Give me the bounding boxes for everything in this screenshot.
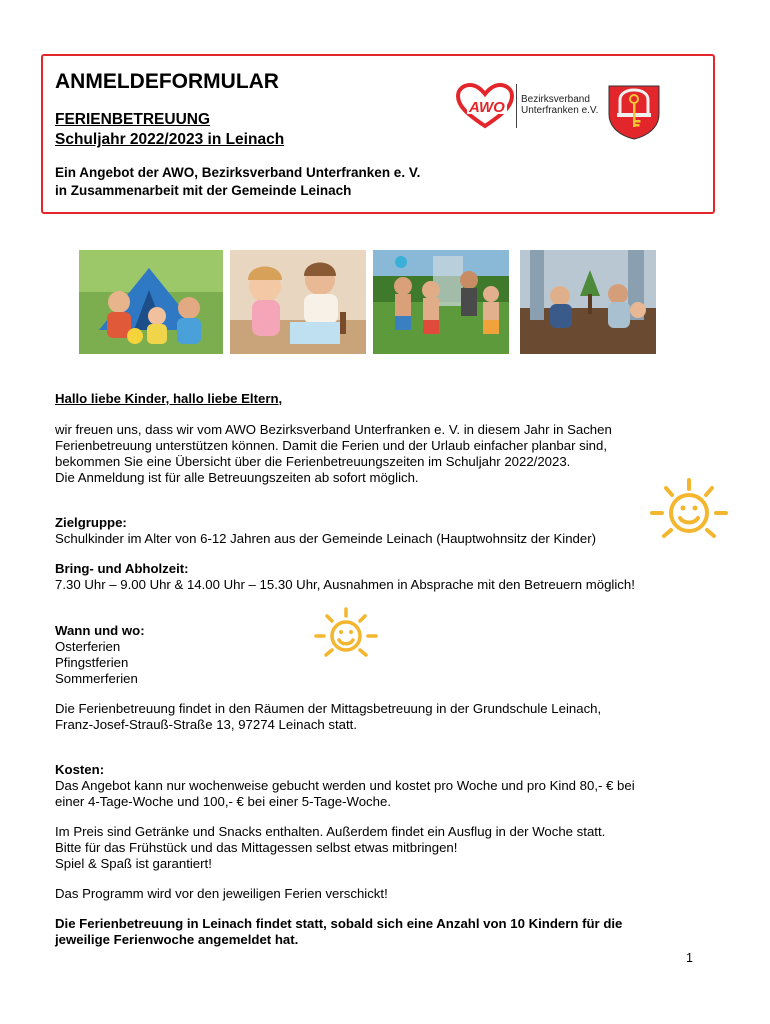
costs-heading: Kosten: bbox=[55, 762, 105, 777]
holiday-item: Pfingstferien bbox=[55, 655, 129, 670]
holiday-item: Sommerferien bbox=[55, 671, 138, 686]
intro-line-1: Ein Angebot der AWO, Bezirksverband Unterfranken e. V. bbox=[55, 165, 421, 180]
leinach-crest-icon bbox=[607, 84, 661, 140]
logo-text-unterfranken: Unterfranken e.V. bbox=[521, 105, 599, 116]
logo-text-bezirksverband: Bezirksverband bbox=[521, 94, 590, 105]
svg-text:AWO: AWO bbox=[469, 99, 505, 116]
subtitle-schuljahr: Schuljahr 2022/2023 in Leinach bbox=[55, 131, 285, 148]
intro-paragraph-line: Die Anmeldung ist für alle Betreuungszeiten ab sofort möglich. bbox=[55, 470, 419, 485]
costs-extra-3: Spiel & Spaß ist garantiert! bbox=[55, 856, 212, 871]
costs-extra-1: Im Preis sind Getränke und Snacks enthalten. Außerdem findet ein Ausflug in der Woche statt. bbox=[55, 824, 606, 839]
intro-paragraph-line: Ferienbetreuung unterstützen können. Damit die Ferien und der Urlaub einfacher planbar sind, bbox=[55, 438, 608, 453]
costs-line-2: einer 4-Tage-Woche und 100,- € bei einer 5-Tage-Woche. bbox=[55, 794, 391, 809]
times-text: 7.30 Uhr – 9.00 Uhr & 14.00 Uhr – 15.30 Uhr, Ausnahmen in Absprache mit den Betreuern möglich! bbox=[55, 577, 635, 592]
awo-logo-icon bbox=[455, 82, 515, 130]
intro-line-2: in Zusammenarbeit mit der Gemeinde Leinach bbox=[55, 183, 352, 198]
holiday-item: Osterferien bbox=[55, 639, 121, 654]
page-number: 1 bbox=[686, 951, 693, 965]
greeting: Hallo liebe Kinder, hallo liebe Eltern, bbox=[55, 391, 283, 406]
photo-tent-kids bbox=[79, 250, 223, 354]
location-line-1: Die Ferienbetreuung findet in den Räumen der Mittagsbetreuung in der Grundschule Leinach, bbox=[55, 701, 602, 716]
costs-line-1: Das Angebot kann nur wochenweise gebucht werden und kostet pro Woche und pro Kind 80,- € bei bbox=[55, 778, 635, 793]
location-line-2: Franz-Josef-Strauß-Straße 13, 97274 Leinach statt. bbox=[55, 717, 357, 732]
photo-gardening bbox=[520, 250, 656, 354]
page-title: ANMELDEFORMULAR bbox=[55, 70, 279, 93]
intro-paragraph-line: bekommen Sie eine Übersicht über die Ferienbetreuungszeiten im Schuljahr 2022/2023. bbox=[55, 454, 571, 469]
sun-icon bbox=[648, 476, 730, 548]
program-note: Das Programm wird vor den jeweiligen Ferien verschickt! bbox=[55, 886, 388, 901]
subtitle-ferienbetreuung: FERIENBETREUUNG bbox=[55, 111, 211, 128]
times-heading: Bring- und Abholzeit: bbox=[55, 561, 189, 576]
target-group-text: Schulkinder im Alter von 6-12 Jahren aus der Gemeinde Leinach (Hauptwohnsitz der Kinder) bbox=[55, 531, 596, 546]
when-where-heading: Wann und wo: bbox=[55, 623, 145, 638]
photo-craft-kids bbox=[230, 250, 366, 354]
minimum-note-1: Die Ferienbetreuung in Leinach findet statt, sobald sich eine Anzahl von 10 Kindern für die bbox=[55, 916, 623, 931]
photo-water-play bbox=[373, 250, 509, 354]
costs-extra-2: Bitte für das Frühstück und das Mittagessen selbst etwas mitbringen! bbox=[55, 840, 458, 855]
minimum-note-2: jeweilige Ferienwoche angemeldet hat. bbox=[55, 932, 299, 947]
sun-icon bbox=[313, 605, 379, 665]
logo-separator bbox=[516, 84, 517, 128]
intro-paragraph-line: wir freuen uns, dass wir vom AWO Bezirksverband Unterfranken e. V. in diesem Jahr in Sachen bbox=[55, 422, 612, 437]
target-group-heading: Zielgruppe: bbox=[55, 515, 127, 530]
